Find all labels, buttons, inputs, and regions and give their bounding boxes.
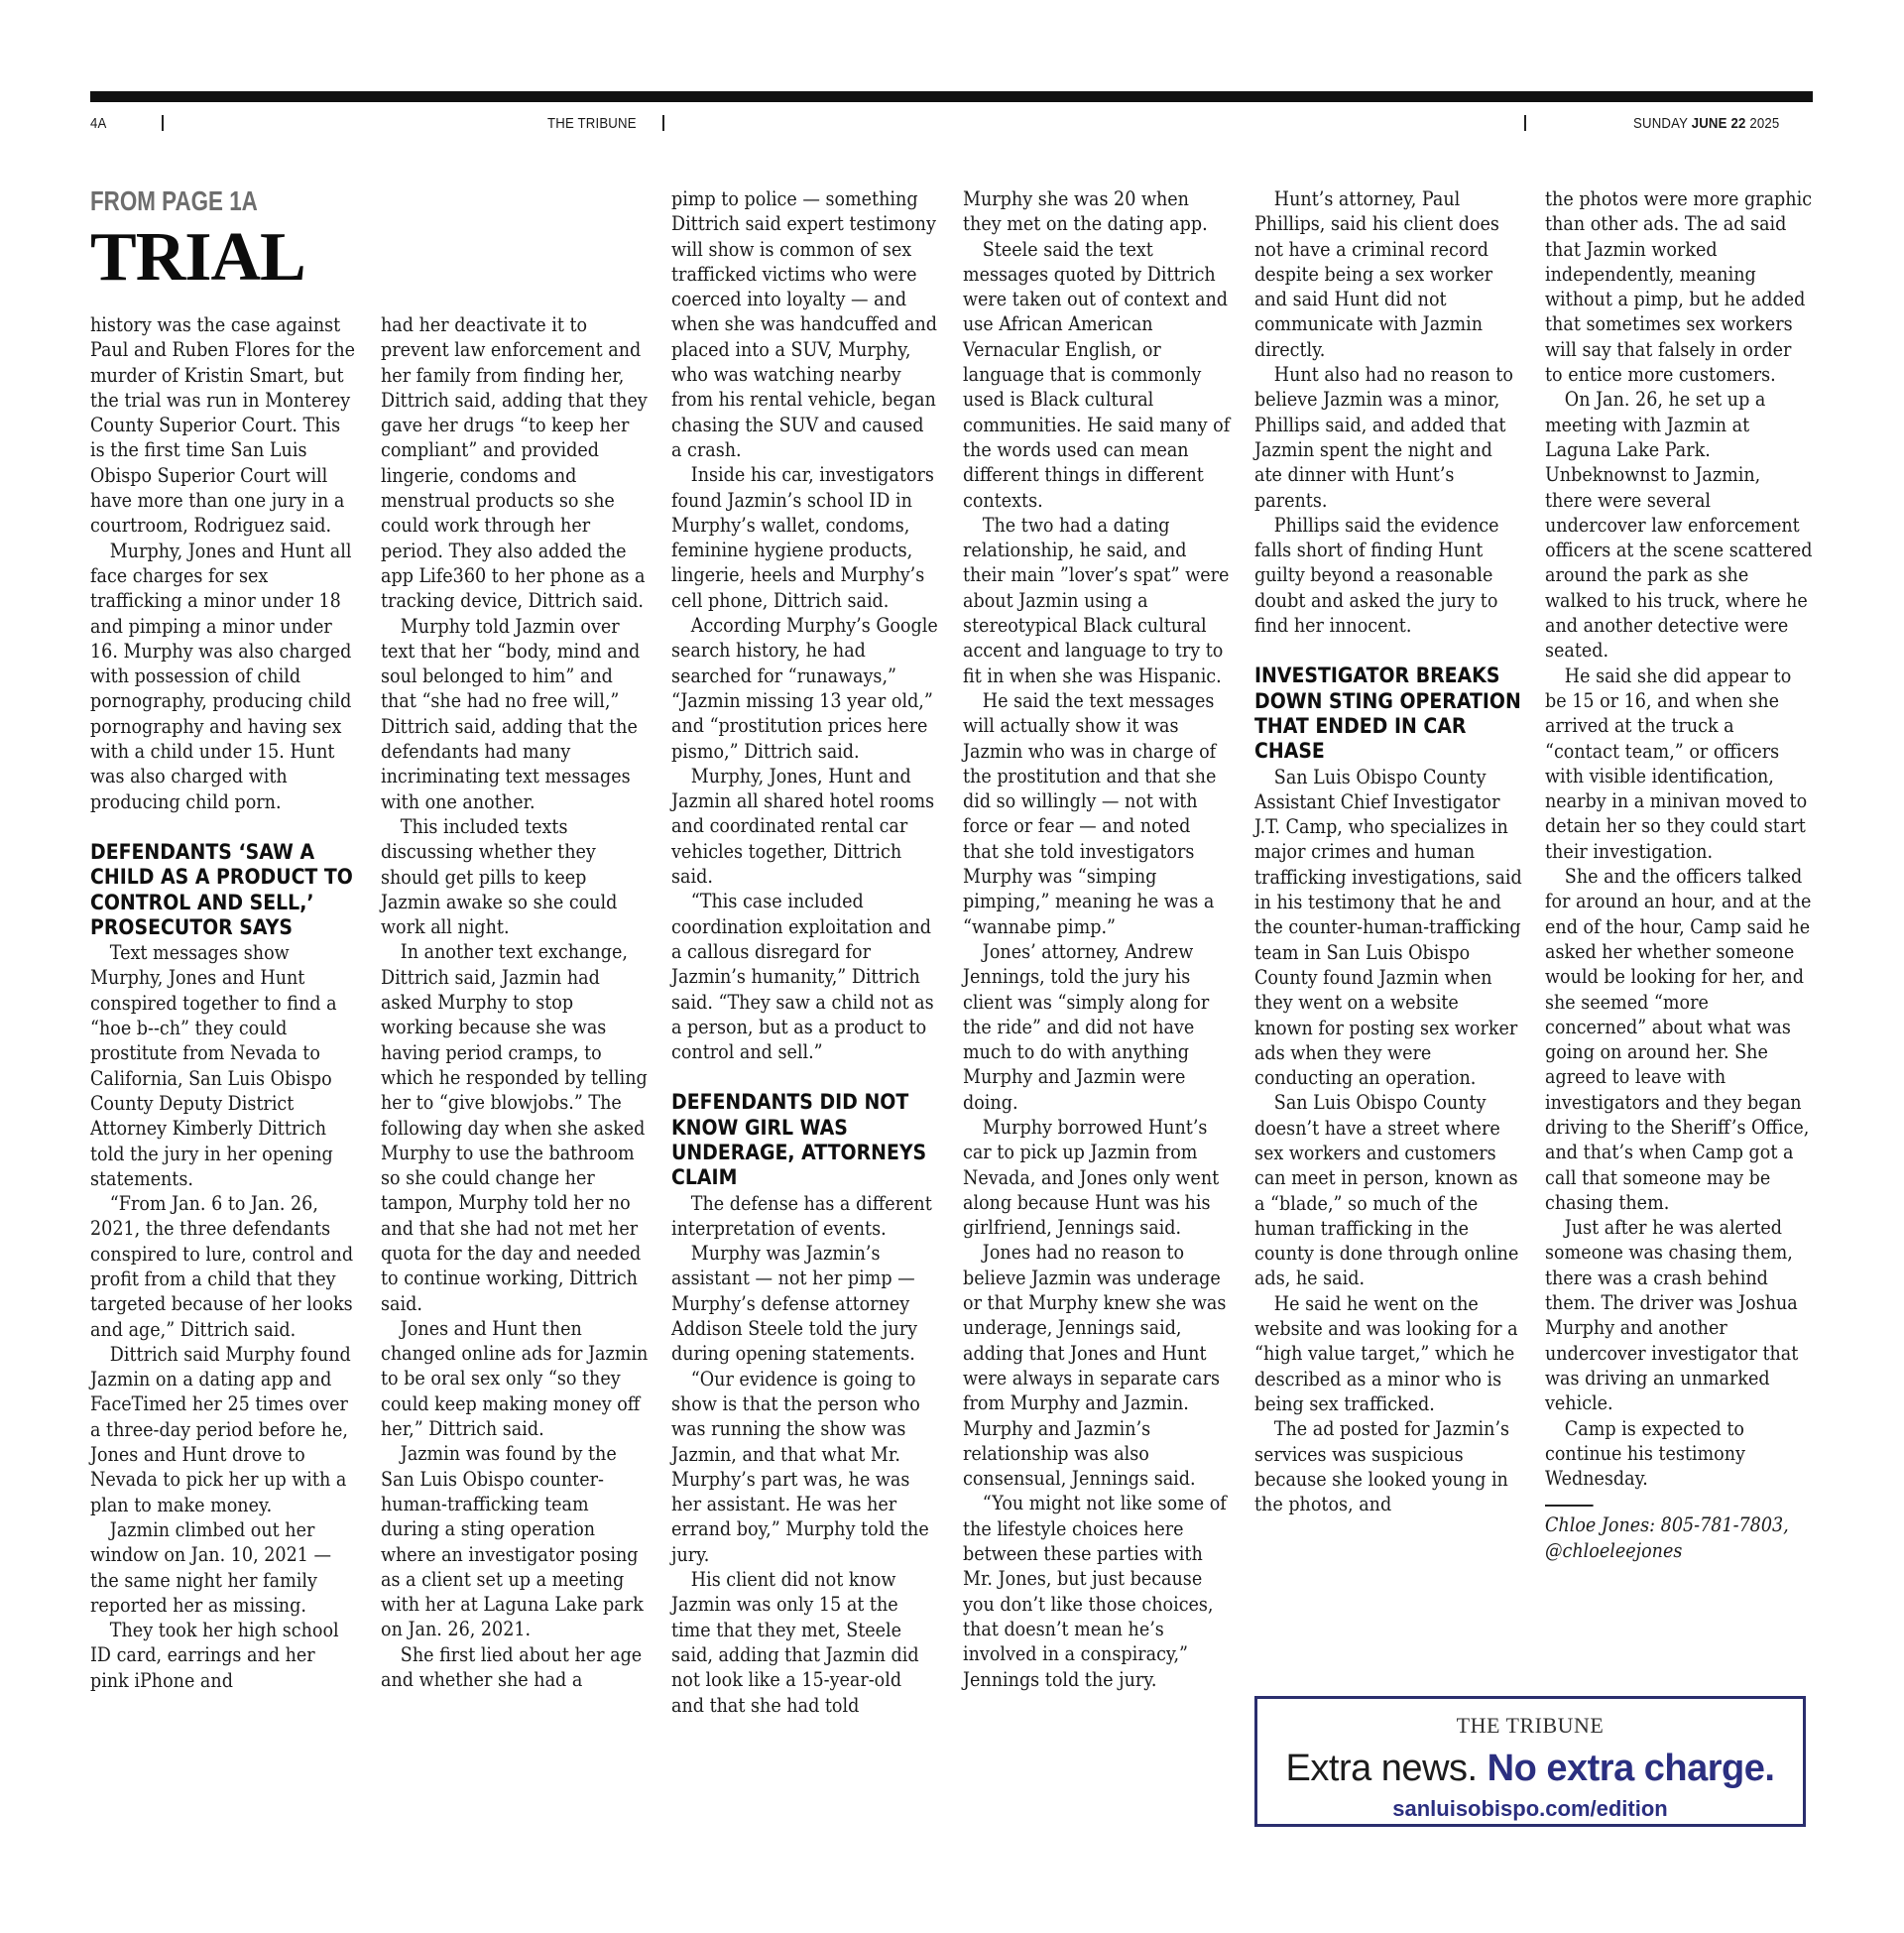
promo-tagline-lead: Extra news.: [1285, 1748, 1478, 1789]
article-column-4: [963, 186, 1231, 1692]
folio-separator: [662, 115, 664, 131]
author-contact: Chloe Jones: 805-781-7803,: [1545, 1513, 1789, 1537]
paragraph: He said she did appear to be 15 or 16, and when she arrived at the truck a “contact team,” or officers with visible identification, nearby in a minivan moved to detain her so they could start their investigation.: [1545, 664, 1808, 863]
headline: TRIAL: [90, 219, 305, 296]
article-column-2: [381, 312, 649, 1692]
paragraph: “You might not like some of the lifestyle choices here between these parties with Mr. Jones, but just because you don’t like those choices, that doesn’t mean he’s involved in a conspiracy,” Jennings told the jury.: [963, 1492, 1227, 1691]
paragraph: Jones and Hunt then changed online ads for Jazmin to be oral sex only “so they could keep making money off her,” Dittrich said.: [381, 1316, 649, 1441]
paragraph: pimp to police — something Dittrich said expert testimony will show is common of sex trafficked victims who were coerced into loyalty — and when she was handcuffed and placed into a SUV, Murphy, who was watching nearby from his rental vehicle, began chasing the SUV and caused a crash.: [671, 187, 938, 461]
paragraph: This included texts discussing whether they should get pills to keep Jazmin awake so she could work all night.: [381, 814, 618, 939]
paragraph: had her deactivate it to prevent law enforcement and her family from finding her, Dittrich said, adding that they gave her drugs “to keep her compliant” and provided lingerie, condoms and menstrual products so she could work through her period. They also added the app Life360 to her phone as a tracking device, Dittrich said.: [381, 313, 648, 613]
promo-tagline: [1257, 1747, 1803, 1790]
signature-rule: [1545, 1505, 1594, 1507]
paragraph: Dittrich said Murphy found Jazmin on a dating app and FaceTimed her 25 times over a three-day period before he, Jones and Hunt drove to Nevada to pick her up with a plan to make money.: [90, 1342, 351, 1516]
top-rule: [90, 91, 1813, 102]
paragraph: Inside his car, investigators found Jazmin’s school ID in Murphy’s wallet, condoms, feminine hygiene products, lingerie, heels and Murphy’s cell phone, Dittrich said.: [671, 463, 934, 612]
promo-tagline-emphasis: No extra charge.: [1487, 1748, 1775, 1789]
paragraph: Jazmin was found by the San Luis Obispo counter-human-trafficking team during a sting operation where an investigator posing as a client set up a meeting with her at Laguna Lake park on Jan. 26, 2021.: [381, 1442, 644, 1641]
paragraph: history was the case against Paul and Ruben Flores for the murder of Kristin Smart, but the trial was run in Monterey County Superior Court. This is the first time San Luis Obispo Superior Court will have more than one jury in a courtroom, Rodriguez said.: [90, 313, 356, 538]
paragraph: She and the officers talked for around an hour, and at the end of the hour, Camp said he asked her whether someone would be looking for her, and she seemed “more concerned” about what was going on around her. She agreed to leave with investigators and they began driving to the Sheriff’s Office, and that’s when Camp got a call that someone may be chasing them.: [1545, 865, 1812, 1214]
paragraph: The two had a dating relationship, he said, and their main ”lover’s spat” were about Jazmin using a stereotypical Black cultural accent and language to try to fit in when she was Hispanic.: [963, 513, 1230, 687]
paragraph: “Our evidence is going to show is that the person who was running the show was Jazmin, and that what Mr. Murphy’s part was, he was her assistant. He was her errand boy,” Murphy told the jury.: [671, 1367, 929, 1566]
paragraph: San Luis Obispo County doesn’t have a street where sex workers and customers can meet in person, known as a “blade,” so much of the human trafficking in the county is done through online ads, he said.: [1254, 1091, 1519, 1290]
article-column-6: [1545, 186, 1813, 1563]
paragraph: Jazmin climbed out her window on Jan. 10, 2021 — the same night her family reported her as missing.: [90, 1517, 332, 1617]
article-column-1: [90, 312, 358, 1693]
paragraph: Murphy, Jones, Hunt and Jazmin all shared hotel rooms and coordinated rental car vehicles together, Dittrich said.: [671, 764, 935, 889]
paragraph: They took her high school ID card, earrings and her pink iPhone and: [90, 1619, 339, 1692]
paragraph: Hunt also had no reason to believe Jazmin was a minor, Phillips said, and added that Jazmin spent the night and ate dinner with Hunt’s parents.: [1254, 363, 1513, 512]
paragraph: “This case included coordination exploitation and a callous disregard for Jazmin’s humanity,” Dittrich said. “They saw a child not as a person, but as a product to control and sell.”: [671, 890, 934, 1064]
paragraph: On Jan. 26, he set up a meeting with Jazmin at Laguna Lake Park. Unbeknownst to Jazmin, there were several undercover law enforcement officers at the scene scattered around the park as she walked to his truck, where he and another detective were seated.: [1545, 388, 1813, 663]
paragraph: Jones had no reason to believe Jazmin was underage or that Murphy knew she was underage, Jennings said, adding that Jones and Hunt were always in separate cars from Murphy and Jazmin. Murphy and Jazmin’s relationship was also consensual, Jennings said.: [963, 1241, 1227, 1491]
paragraph: Murphy she was 20 when they met on the dating app.: [963, 187, 1208, 236]
paragraph: Murphy told Jazmin over text that her “body, mind and soul belonged to him” and that “she had no free will,” Dittrich said, adding that the defendants had many incriminating text messages with one another.: [381, 614, 641, 813]
newspaper-name: THE TRIBUNE: [547, 115, 637, 132]
paragraph: He said the text messages will actually show it was Jazmin who was in charge of the prostitution and that she did so willingly — not with force or fear — and noted that she told investigators Murphy was “simping pimping,” meaning he was a “wannabe pimp.”: [963, 688, 1217, 938]
promo-brand: THE TRIBUNE: [1456, 1713, 1605, 1738]
paragraph: Text messages show Murphy, Jones and Hunt conspired together to find a “hoe b--ch” they could prostitute from Nevada to California, San Luis Obispo County Deputy District Attorney Kimberly Dittrich told the jury in her opening statements.: [90, 941, 337, 1190]
paragraph: Just after he was alerted someone was chasing them, there was a crash behind them. The driver was Joshua Murphy and another undercover investigator that was driving an unmarked vehicle.: [1545, 1216, 1799, 1415]
paragraph: Murphy borrowed Hunt’s car to pick up Jazmin from Nevada, and Jones only went along because Hunt was his girlfriend, Jennings said.: [963, 1115, 1220, 1240]
paragraph: the photos were more graphic than other ads. The ad said that Jazmin worked independently, meaning without a pimp, but he added that sometimes sex workers will say that falsely in order to entice more customers.: [1545, 187, 1813, 387]
subhead: INVESTIGATOR BREAKS DOWN STING OPERATION THAT ENDED IN CAR CHASE: [1254, 664, 1521, 764]
paragraph: Steele said the text messages quoted by Dittrich were taken out of context and use African American Vernacular English, or language that is commonly used is Black cultural communities. He said many of the words used can mean different things in different contexts.: [963, 237, 1231, 512]
jump-kicker: FROM PAGE 1A: [90, 185, 258, 216]
paragraph: According Murphy’s Google search history, he had searched for “runaways,” “Jazmin missing 13 year old,” and “prostitution prices here pismo,” Dittrich said.: [671, 614, 938, 763]
date-weekday: SUNDAY: [1633, 115, 1688, 132]
folio-separator: [1524, 115, 1526, 131]
paragraph: Hunt’s attorney, Paul Phillips, said his client does not have a criminal record despite being a sex worker and said Hunt did not communicate with Jazmin directly.: [1254, 187, 1499, 361]
subhead: DEFENDANTS DID NOT KNOW GIRL WAS UNDERAGE, ATTORNEYS CLAIM: [671, 1090, 927, 1190]
article-column-3: [671, 186, 939, 1718]
edition-promo-box: [1254, 1696, 1806, 1827]
issue-date: [1633, 113, 1779, 135]
paragraph: The ad posted for Jazmin’s services was suspicious because she looked young in the photos, and: [1254, 1417, 1510, 1516]
paragraph: Murphy, Jones and Hunt all face charges for sex trafficking a minor under 18 and pimping a minor under 16. Murphy was also charged with possession of child pornography, producing child pornography and having sex with a child under 15. Hunt was also charged with producing child porn.: [90, 539, 352, 813]
article-column-5: [1254, 186, 1522, 1516]
paragraph: Murphy was Jazmin’s assistant — not her pimp — Murphy’s defense attorney Addison Steele told the jury during opening statements.: [671, 1242, 918, 1366]
paragraph: She first lied about her age and whether she had a: [381, 1642, 643, 1692]
author-handle: @chloeleejones: [1545, 1538, 1683, 1562]
folio-separator: [162, 115, 164, 131]
paragraph: Jones’ attorney, Andrew Jennings, told the jury his client was “simply along for the ride” and did not have much to do with anything Murphy and Jazmin were doing.: [963, 939, 1210, 1114]
date-day: JUNE 22: [1691, 115, 1746, 132]
paragraph: He said he went on the website and was looking for a “high value target,” which he described as a minor who is being sex trafficked.: [1254, 1291, 1518, 1415]
paragraph: His client did not know Jazmin was only 15 at the time that they met, Steele said, adding that Jazmin did not look like a 15-year-old and that she had told: [671, 1568, 919, 1717]
paragraph: In another text exchange, Dittrich said, Jazmin had asked Murphy to stop working because she was having period cramps, to which he responded by telling her to “give blowjobs.” The following day when she asked Murphy to use the bathroom so she could change her tampon, Murphy told her no and that she had not met her quota for the day and needed to continue working, Dittrich said.: [381, 940, 648, 1315]
date-year: 2025: [1749, 115, 1780, 132]
subhead: DEFENDANTS ‘SAW A CHILD AS A PRODUCT TO CONTROL AND SELL,’ PROSECUTOR SAYS: [90, 839, 353, 939]
paragraph: San Luis Obispo County Assistant Chief Investigator J.T. Camp, who specializes in major crimes and human trafficking investigations, said in his testimony that he and the counter-human-trafficking team in San Luis Obispo County found Jazmin when they went on a website known for posting sex worker ads when they were conducting an operation.: [1254, 765, 1522, 1090]
page-number: 4A: [90, 115, 107, 132]
paragraph: Camp is expected to continue his testimony Wednesday.: [1545, 1416, 1745, 1491]
paragraph: Phillips said the evidence falls short of finding Hunt guilty beyond a reasonable doubt and asked the jury to find her innocent.: [1254, 513, 1499, 638]
paragraph: The defense has a different interpretation of events.: [671, 1191, 932, 1240]
paragraph: “From Jan. 6 to Jan. 26, 2021, the three defendants conspired to lure, control and profit from a child that they targeted because of her looks and age,” Dittrich said.: [90, 1192, 354, 1341]
promo-url-link[interactable]: sanluisobispo.com/edition: [1392, 1796, 1668, 1821]
